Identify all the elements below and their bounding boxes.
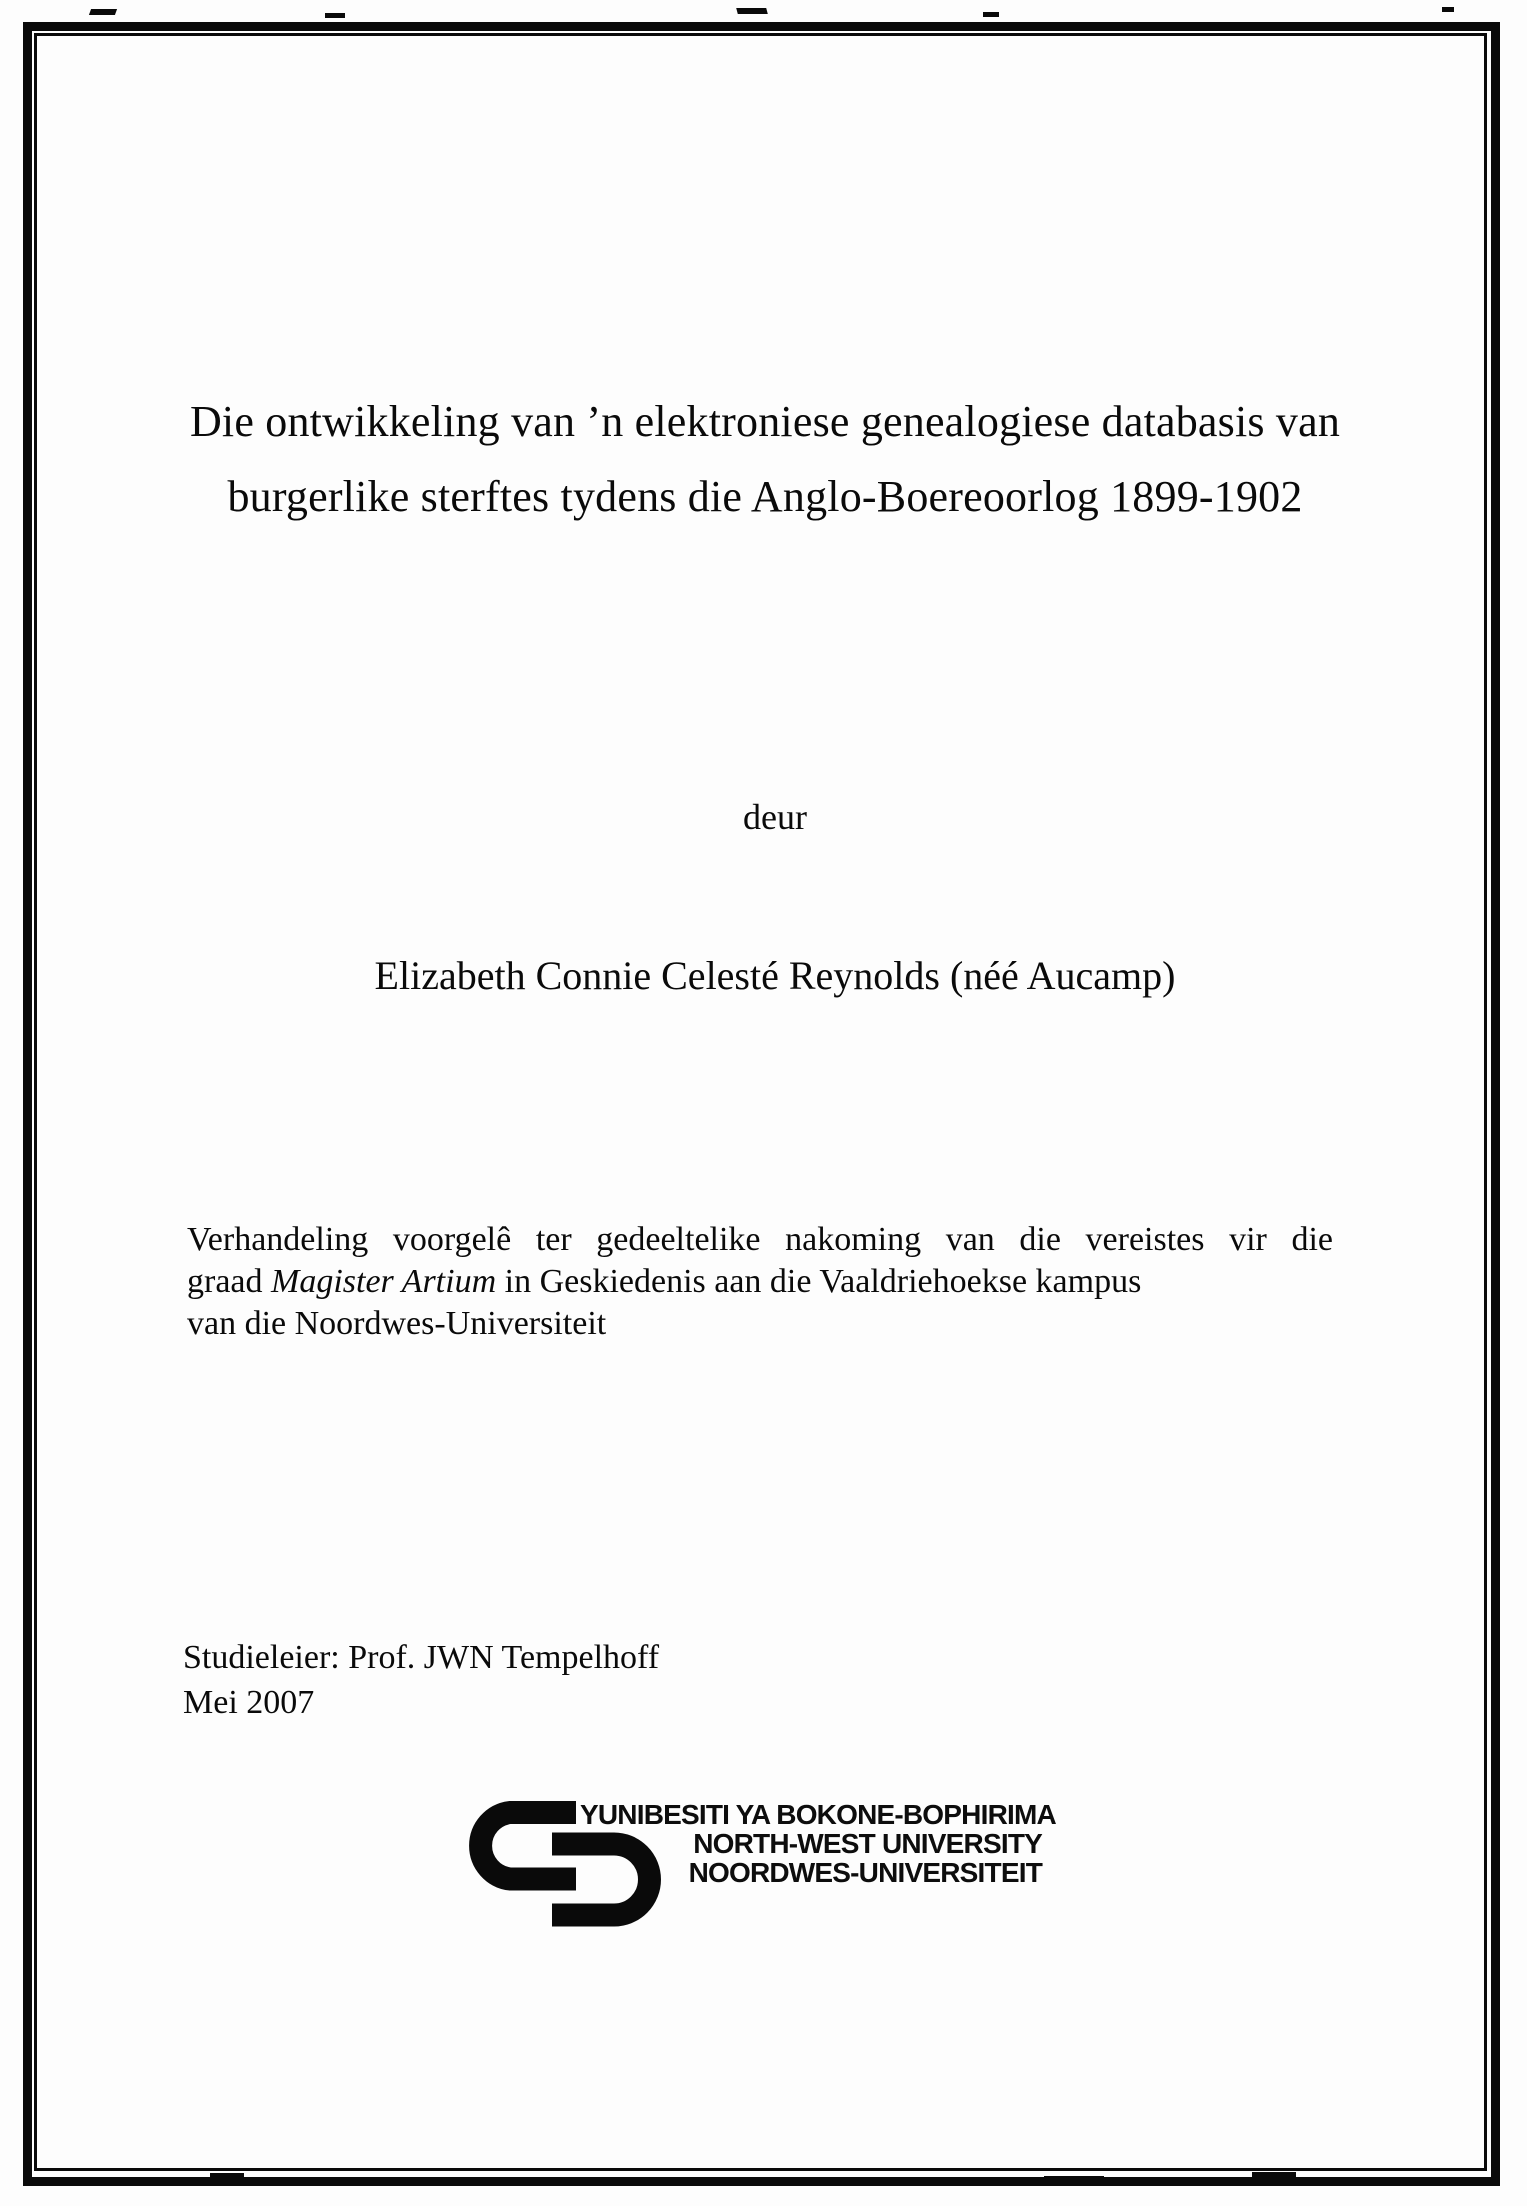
byline-label: deur: [743, 797, 807, 837]
degree-statement-line-2-pre: graad: [187, 1263, 272, 1300]
logo-text-afrikaans: NOORDWES-UNIVERSITEIT: [688, 1857, 1042, 1888]
degree-statement-line-3: van die Noordwes-Universiteit: [187, 1305, 607, 1342]
date-line: Mei 2007: [183, 1684, 315, 1721]
scan-artifact: [736, 8, 768, 14]
degree-statement-line-1: Verhandeling voorgelê ter gedeeltelike nakoming van die vereistes vir die: [187, 1221, 1333, 1258]
scan-artifact: [325, 13, 345, 18]
thesis-title: [120, 384, 1410, 534]
degree-statement-line-2: [187, 1261, 1333, 1303]
scan-artifact: [983, 12, 999, 17]
thesis-title-line-1: Die ontwikkeling van ’n elektroniese genealogiese databasis van: [189, 397, 1341, 446]
supervisor-line: Studieleier: Prof. JWN Tempelhoff: [183, 1639, 660, 1676]
university-logo-text: [580, 1799, 1056, 1888]
scan-artifact: [1252, 2172, 1296, 2177]
degree-name-italic: Magister Artium: [271, 1263, 497, 1300]
scan-artifact: [210, 2173, 244, 2177]
scan-artifact: [1442, 7, 1454, 12]
logo-text-english: NORTH-WEST UNIVERSITY: [693, 1828, 1042, 1859]
author-name: Elizabeth Connie Celesté Reynolds (néé Aucamp): [374, 953, 1176, 998]
logo-text-setswana: YUNIBESITI YA BOKONE-BOPHIRIMA: [580, 1799, 1056, 1830]
thesis-title-line-2: burgerlike sterftes tydens die Anglo-Boereoorlog 1899-1902: [227, 472, 1303, 521]
degree-statement: [187, 1219, 1333, 1345]
scan-artifact: [89, 9, 117, 15]
scan-artifact: [1044, 2176, 1104, 2180]
degree-statement-line-2-post: in Geskiedenis aan die Vaaldriehoekse kampus: [496, 1263, 1142, 1300]
